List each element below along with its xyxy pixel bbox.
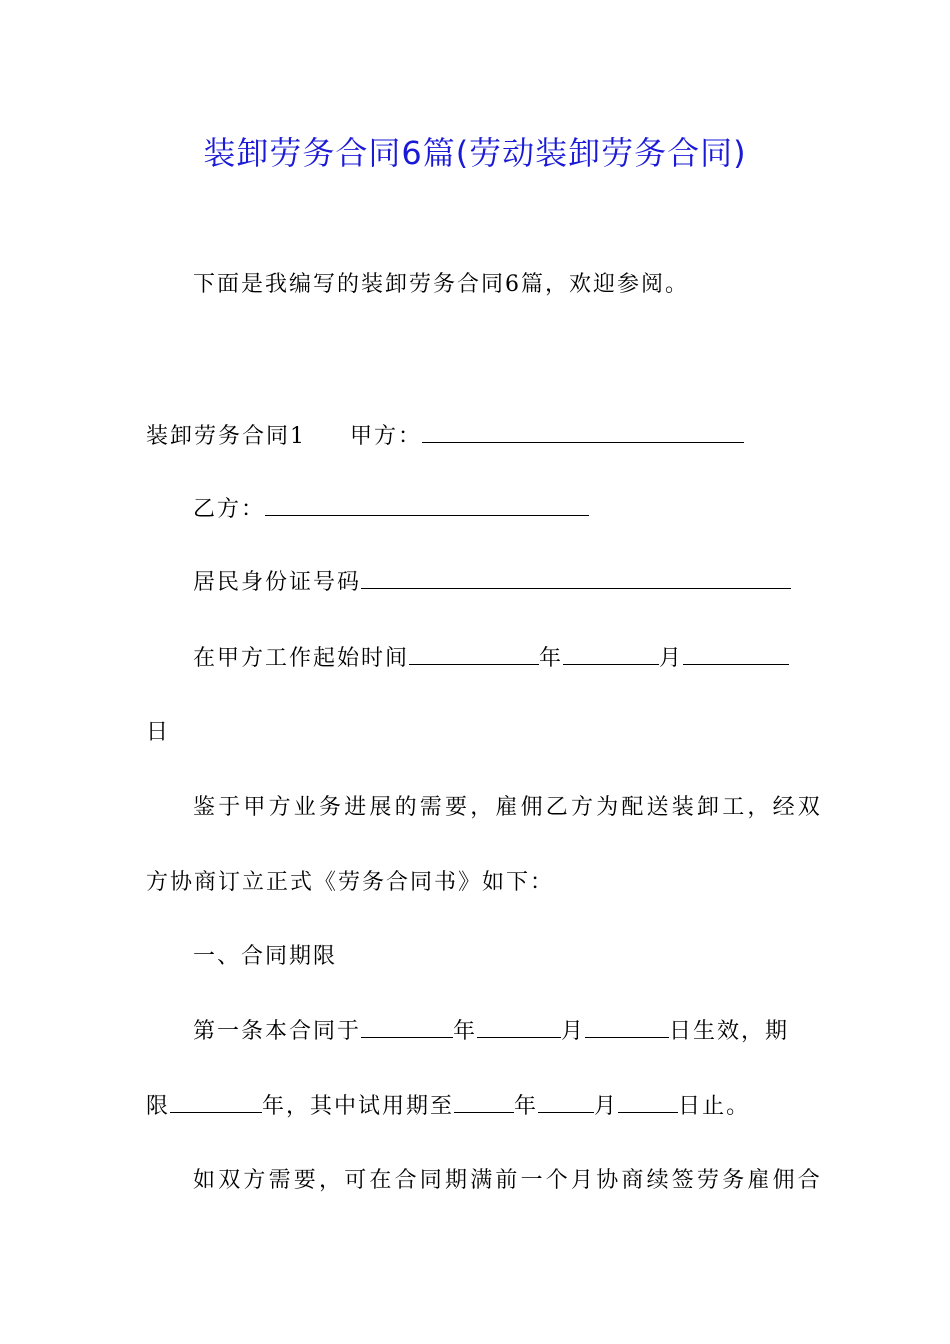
party-b-line	[193, 495, 589, 525]
trial-year-blank	[454, 1092, 514, 1113]
id-number-label: 居民身份证号码	[193, 570, 362, 595]
trial-end-label: 日止。	[678, 1094, 751, 1119]
start-month-blank	[563, 644, 659, 665]
preamble-line-2: 方协商订立正式《劳务合同书》如下：	[146, 870, 555, 895]
term-years-blank	[170, 1092, 262, 1113]
start-year-label: 年	[539, 646, 564, 671]
preamble-line-1: 鉴于甲方业务进展的需要，雇佣乙方为配送装卸工，经双	[193, 795, 824, 820]
party-a-label: 甲方：	[350, 424, 423, 449]
party-b-blank	[265, 495, 589, 516]
party-a-line	[146, 422, 744, 452]
start-day-blank	[683, 644, 789, 665]
party-b-label: 乙方：	[193, 497, 266, 522]
effective-suffix: 日生效，期	[669, 1019, 790, 1044]
article-1-line-2	[146, 1092, 750, 1122]
start-day-label: 日	[146, 720, 171, 745]
trial-label: 年，其中试用期至	[262, 1094, 455, 1119]
id-number-line	[193, 568, 791, 598]
effective-month-blank	[477, 1017, 561, 1038]
term-label: 限	[146, 1094, 171, 1119]
renewal-paragraph: 如双方需要，可在合同期满前一个月协商续签劳务雇佣合	[193, 1168, 824, 1193]
trial-day-blank	[618, 1092, 678, 1113]
start-month-label: 月	[659, 646, 684, 671]
effective-month-label: 月	[561, 1019, 586, 1044]
effective-year-label: 年	[453, 1019, 478, 1044]
id-number-blank	[361, 568, 791, 589]
page-title: 装卸劳务合同6篇(劳动装卸劳务合同)	[203, 134, 747, 172]
effective-day-blank	[585, 1017, 669, 1038]
start-time-line	[193, 644, 789, 674]
effective-year-blank	[361, 1017, 453, 1038]
contract-heading: 装卸劳务合同1	[146, 424, 306, 449]
article-1-line-1	[193, 1017, 789, 1047]
trial-year-label: 年	[514, 1094, 539, 1119]
party-a-blank	[422, 422, 744, 443]
intro-paragraph: 下面是我编写的装卸劳务合同6篇，欢迎参阅。	[193, 272, 689, 297]
trial-month-blank	[538, 1092, 594, 1113]
section-heading-term: 一、合同期限	[193, 944, 338, 969]
article-1-prefix: 第一条本合同于	[193, 1019, 362, 1044]
trial-month-label: 月	[594, 1094, 619, 1119]
start-year-blank	[409, 644, 539, 665]
start-time-label: 在甲方工作起始时间	[193, 646, 410, 671]
